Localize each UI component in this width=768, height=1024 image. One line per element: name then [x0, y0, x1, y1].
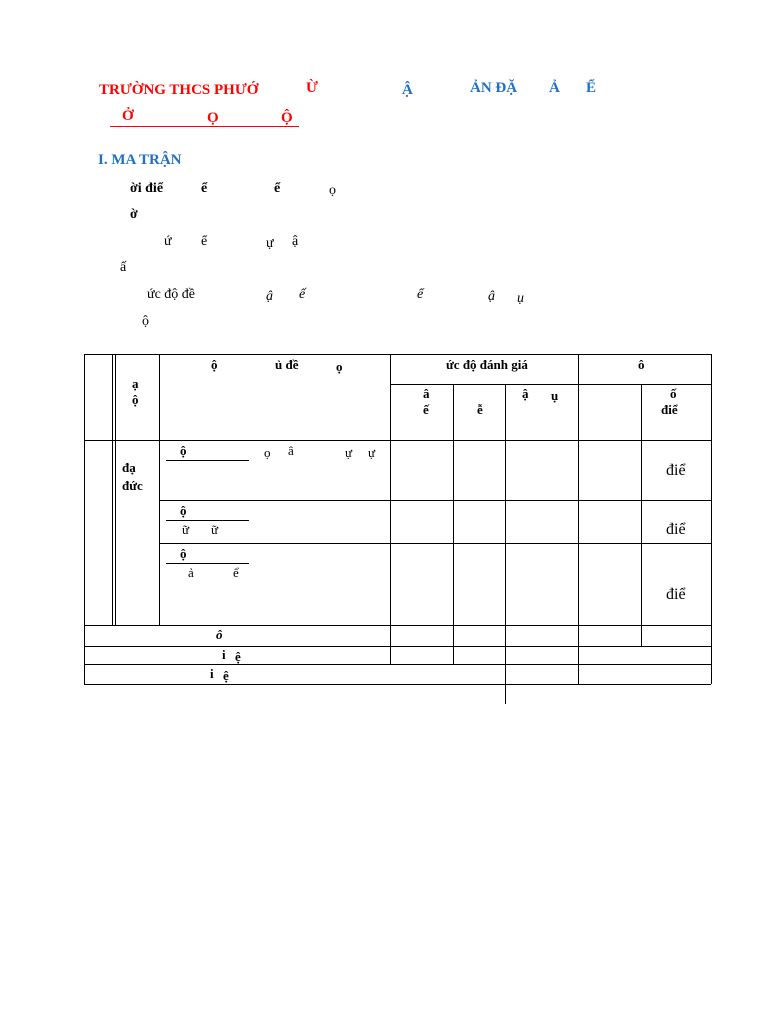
header-level3-b: ụ [551, 388, 559, 403]
header-col3-c: ọ [336, 359, 343, 374]
footer-row3-label-b: ệ [223, 668, 229, 683]
header-fragment-5: Ả [549, 80, 560, 96]
table-border-right [711, 354, 712, 684]
header-fragment-3: Ậ [402, 82, 413, 98]
row1-fragment-c: â [288, 443, 294, 458]
row3-fragment-a: ộ [180, 546, 187, 561]
body-line-5b: ậ [266, 289, 273, 304]
body-line-2a: ờ [130, 207, 138, 222]
header-col3-b: ủ đề [275, 357, 299, 372]
school-name: TRƯỜNG THCS PHƯỚ [99, 82, 259, 98]
row2-fragment-b: ữ [182, 522, 190, 537]
row1-fragment-a: ộ [180, 443, 187, 458]
header-last: ô [638, 357, 645, 372]
body-line-3a: ứ [164, 234, 172, 249]
footer-row1-label: ô [216, 627, 223, 642]
matrix-table [84, 354, 711, 684]
subheader-fragment-2: Ọ [207, 110, 219, 126]
body-line-5f: ụ [517, 291, 524, 306]
row1-score: điể [666, 462, 686, 479]
subheader-fragment-3: Ộ [281, 110, 293, 126]
header-level2: ễ [477, 402, 483, 417]
header-level3-a: ậ [522, 386, 529, 401]
body-line-6a: ộ [142, 314, 149, 329]
table-border-left [84, 354, 85, 684]
table-border-bottom [84, 684, 711, 685]
footer-row3-label-a: i [210, 666, 214, 681]
header-fragment-2: Ừ [306, 80, 318, 96]
row1-fragment-e: ự [368, 445, 376, 460]
header-col2-a: ạ [132, 376, 139, 391]
body-line-4a: ấ [120, 260, 127, 275]
body-line-1d: ọ [329, 183, 336, 198]
table-border-top [84, 354, 711, 355]
body-line-3b: ể [201, 234, 208, 249]
header-fragment-4: ẢN ĐẶ [470, 80, 518, 96]
header-col3-a: ộ [211, 357, 218, 372]
body-line-5d: ể [417, 287, 424, 302]
row2-underline [166, 520, 249, 521]
row1-fragment-d: ự [345, 445, 353, 460]
subheader-underline [110, 126, 299, 127]
row1-fragment-b: ọ [264, 445, 271, 460]
body-line-1b: ể [201, 181, 208, 196]
row3-score: điể [666, 586, 686, 603]
body-line-5a: ức độ đề [147, 287, 196, 302]
header-score-a: ố [670, 386, 677, 401]
header-col2-b: ộ [132, 392, 139, 407]
header-level1-a: â [423, 386, 430, 401]
row3-fragment-b: ả [188, 565, 194, 580]
row1-underline [166, 460, 249, 461]
subheader-fragment-1: Ở [122, 108, 134, 124]
row2-fragment-c: ữ [211, 522, 219, 537]
body-line-3c: ự [266, 236, 274, 251]
row2-fragment-a: ộ [180, 503, 187, 518]
topic-label-b: đức [122, 478, 143, 493]
body-line-1c: ể [274, 181, 281, 196]
row3-underline [166, 563, 249, 564]
footer-row2-label-a: i [222, 647, 226, 662]
body-line-1a: ời điể [130, 181, 164, 196]
row2-score: điể [666, 521, 686, 538]
header-level: ức độ đánh giá [446, 357, 528, 372]
body-line-5c: ế [299, 287, 306, 302]
section-title: I. MA TRẬN [98, 152, 182, 168]
header-score-b: điể [661, 402, 678, 417]
body-line-5e: ậ [488, 289, 495, 304]
header-fragment-6: Ể [586, 80, 597, 96]
row3-fragment-c: ể [233, 565, 239, 580]
footer-row2-label-b: ệ [235, 649, 241, 664]
body-line-3d: ậ [292, 234, 299, 249]
header-level1-b: ế [423, 402, 429, 417]
topic-label-a: đạ [122, 460, 136, 475]
